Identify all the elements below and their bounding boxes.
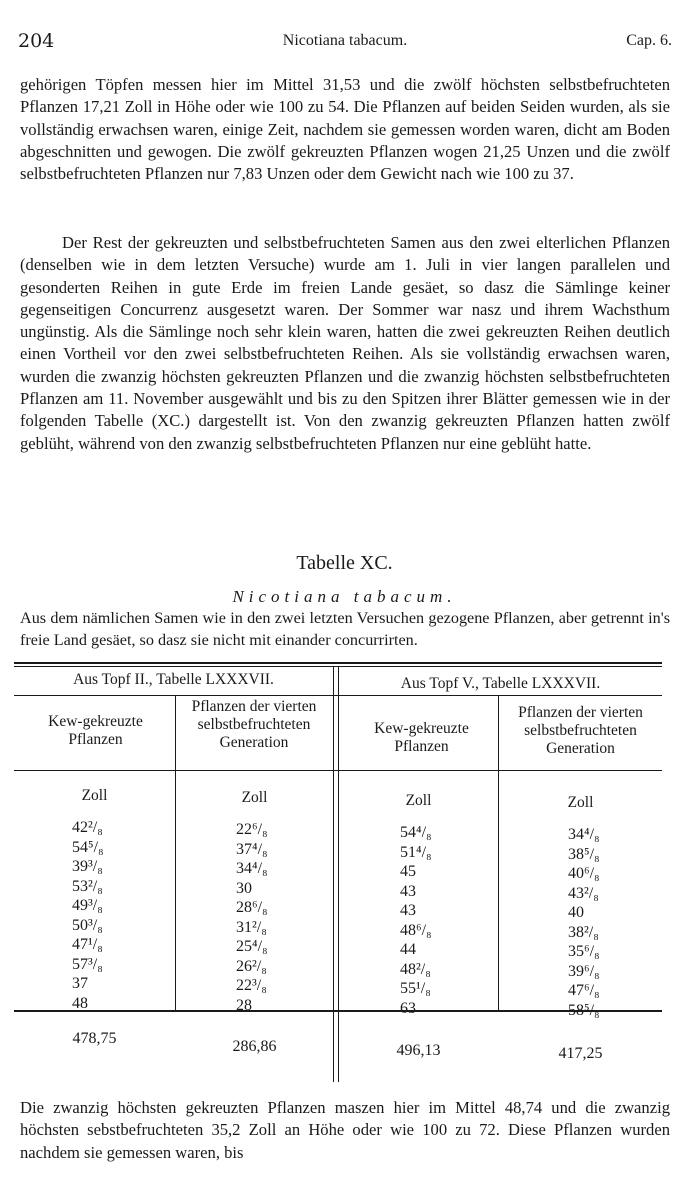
paragraph-1: gehörigen Töpfen messen hier im Mittel 31,53 und die zwölf höchsten selbstbefruchteten Pflanzen 17,21 Zoll in Höhe oder wie 100 zu 54. Die Pflanzen auf beiden Seiden wurden, als sie vollständig erwachsen waren, einige Zeit, nachdem sie gemessen worden waren, dicht am Boden abgeschnitten und gewogen. Die zwölf gekreuzten Pflanzen wogen 21,25 Unzen und die zwölf selbstbefruchteten Pflanzen nur 7,83 Unzen oder dem Gewicht nach wie 100 zu 37.	[20, 75, 670, 184]
table-cell: 51⁴/₈	[400, 843, 432, 861]
table-cell: 40	[568, 904, 584, 921]
table-cell: 30	[236, 879, 252, 897]
table-cell: 54⁵/₈	[72, 838, 104, 856]
table-cell: 25⁴/₈	[236, 938, 268, 955]
table-cell: 47⁶/₈	[568, 982, 600, 999]
table-subtitle: Nicotiana tabacum.	[232, 587, 457, 606]
values-col4	[568, 825, 600, 1020]
running-title: Nicotiana tabacum.	[282, 32, 408, 49]
col-header-self-left: Pflanzen der vierten selbstbefruchteten Generation	[191, 698, 317, 751]
table-cell: 38²/₈	[568, 923, 599, 941]
table-cell: 38⁵/₈	[568, 845, 600, 863]
unit-label-col1: Zoll	[81, 787, 108, 804]
total-col3: 496,13	[396, 1042, 441, 1059]
table-cell: 43	[400, 882, 416, 900]
table-cell: 40⁶/₈	[568, 865, 600, 882]
unit-label-col2: Zoll	[241, 789, 268, 806]
table-cell: 28⁶/₈	[236, 899, 268, 916]
column-divider-3	[498, 695, 499, 1010]
table-cell: 43	[400, 902, 416, 919]
table-cell: 37	[72, 975, 88, 992]
table-cell: 43²/₈	[568, 884, 599, 902]
table-description: Aus dem nämlichen Samen wie in den zwei letzten Versuchen gezogene Pflanzen, aber getrennt in's freie Land gesäet, so dasz sie nicht mit einander concurrirten.	[20, 609, 670, 649]
total-col2: 286,86	[232, 1038, 277, 1055]
table-cell: 37⁴/₈	[236, 840, 268, 858]
values-col1	[72, 818, 104, 1013]
table-top-rule	[14, 662, 662, 664]
table-cell: 39⁶/₈	[568, 962, 600, 980]
paragraph-2: Der Rest der gekreuzten und selbstbefruchteten Samen aus den zwei elterlichen Pflanzen (denselben wie in dem letzten Versuche) wurde am 1. Juli in vier langen parallelen und gesonderten Reihen in gute Erde im freien Lande gesäet, so dasz die Sämlinge keiner gegenseitigen Concurrenz ausgesetzt waren. Der Sommer war nasz und ihrem Wachsthum ungünstig. Als die Sämlinge noch sehr klein waren, hatten die zwei gekreuzten Reihen deutlich einen Vortheil vor den zwei selbstbefruchteten Reihen. Als sie vollständig erwachsen waren, wurden die zwanzig höchsten gekreuzten Pflanzen und die zwanzig höchsten selbstbefruchteten Pflanzen am 11. November ausgewählt und bis zu den Spitzen ihrer Blätter gemessen wie in der folgenden Tabelle (XC.) dargestellt ist. Von den zwanzig gekreuzten Pflanzen hatten zwölf geblüht, während von den zwanzig selbstbefruchteten Pflanzen nur eine geblüht hatte.	[20, 233, 670, 453]
table-cell: 45	[400, 863, 416, 880]
col-header-crossed-left: Kew-gekreuzte Pflanzen	[48, 713, 143, 748]
table-cell: 58⁵/₈	[568, 1001, 600, 1019]
table-cell: 34⁴/₈	[568, 826, 600, 843]
table-cell: 55¹/₈	[400, 980, 431, 997]
col-header-self-right: Pflanzen der vierten selbstbefruchteten Generation	[518, 704, 643, 757]
running-header	[18, 30, 672, 54]
table-cell: 63	[400, 999, 416, 1017]
table-cell: 39³/₈	[72, 858, 103, 875]
table-cell: 47¹/₈	[72, 936, 103, 953]
col-header-crossed-right: Kew-gekreuzte Pflanzen	[374, 720, 469, 755]
unit-label-col3: Zoll	[405, 792, 432, 809]
table-cell: 22⁶/₈	[236, 821, 268, 838]
values-col2	[236, 820, 268, 1015]
unit-label-col4: Zoll	[567, 794, 594, 811]
table-cell: 44	[400, 941, 416, 958]
values-col3	[400, 823, 432, 1018]
paragraph-3: Die zwanzig höchsten gekreuzten Pflanzen maszen hier im Mittel 48,74 und die zwanzig höchsten sebstbefruchteten 35,2 Zoll an Höhe oder wie 100 zu 72. Diese Pflanzen wurden nachdem sie gemessen waren, bis	[20, 1098, 670, 1162]
table-cell: 57³/₈	[72, 955, 103, 973]
table-cell: 22³/₈	[236, 977, 267, 994]
table-cell: 34⁴/₈	[236, 860, 268, 877]
group-divider-a	[333, 666, 334, 1082]
page-number: 204	[18, 30, 55, 52]
column-divider-1	[175, 695, 176, 1010]
table-cell: 42²/₈	[72, 819, 103, 836]
group-divider-b	[338, 666, 339, 1082]
table-cell: 48⁶/₈	[400, 921, 432, 939]
table-cell: 54⁴/₈	[400, 824, 432, 841]
table-cell: 49³/₈	[72, 897, 103, 914]
table-cell: 26²/₈	[236, 957, 267, 975]
table-cell: 35⁶/₈	[568, 943, 600, 960]
table-cell: 28	[236, 996, 252, 1014]
table-cell: 53²/₈	[72, 877, 103, 895]
chapter-label: Cap. 6.	[626, 32, 672, 49]
group-header-right: Aus Topf V., Tabelle LXXXVII.	[400, 675, 601, 692]
group-header-left: Aus Topf II., Tabelle LXXXVII.	[73, 671, 274, 688]
total-col4: 417,25	[558, 1045, 603, 1062]
table-cell: 50³/₈	[72, 916, 103, 934]
total-col1: 478,75	[72, 1030, 117, 1047]
table-cell: 48	[72, 994, 88, 1012]
table-title: Tabelle XC.	[296, 552, 393, 574]
data-table	[14, 662, 662, 1082]
table-cell: 31²/₈	[236, 918, 267, 936]
table-cell: 48²/₈	[400, 960, 431, 978]
